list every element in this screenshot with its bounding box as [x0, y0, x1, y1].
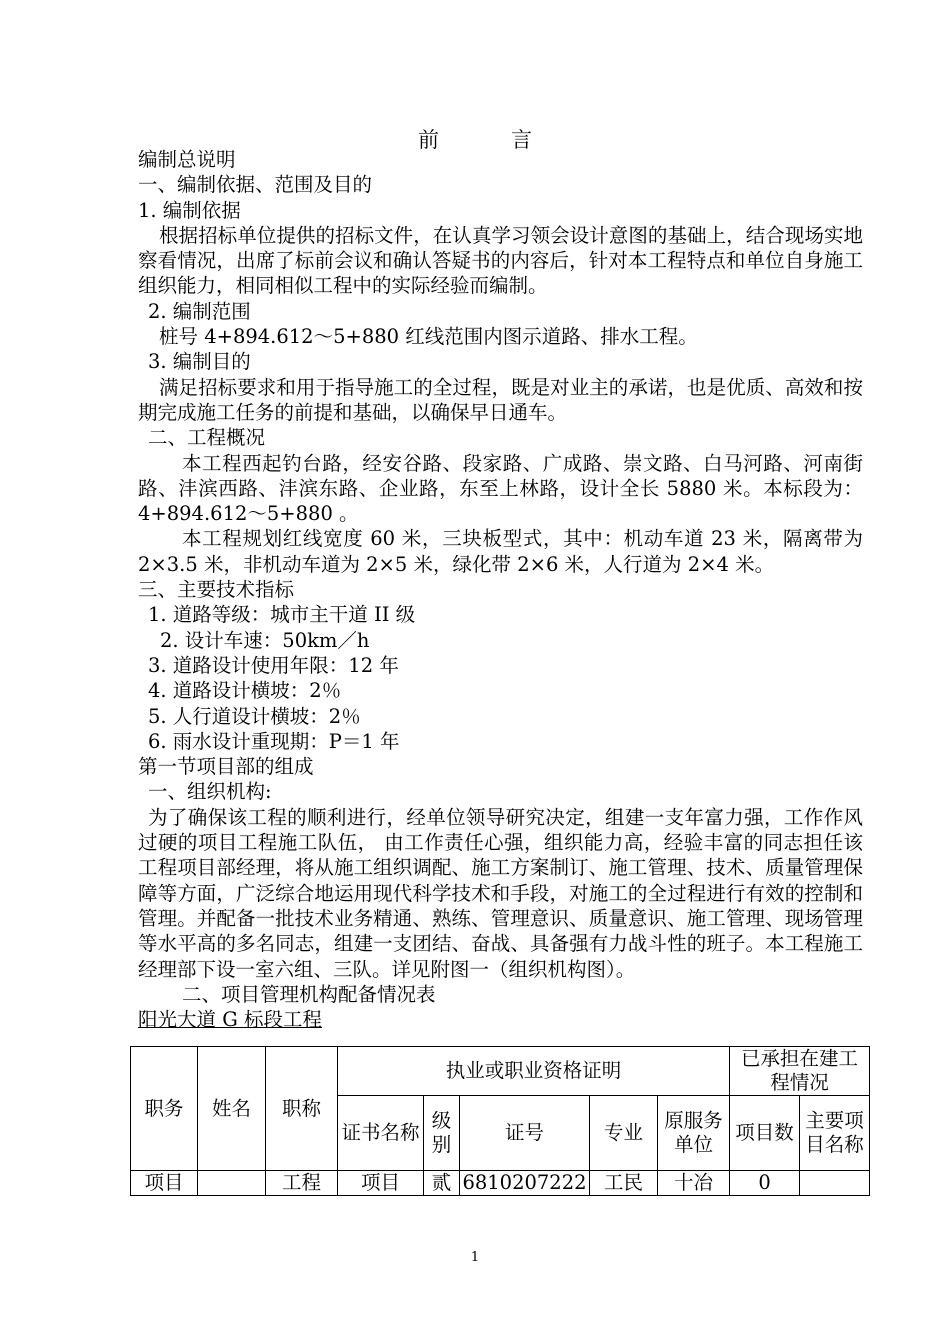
- table-row: [131, 1171, 870, 1196]
- header-orig-unit: 原服务单位: [658, 1096, 730, 1171]
- cell-name: [198, 1171, 266, 1196]
- header-name: 姓名: [198, 1047, 266, 1171]
- header-cert-group: 执业或职业资格证明: [338, 1047, 730, 1096]
- paragraph-organization: 为了确保该工程的顺利进行，经单位领导研究决定，组建一支年富力强，工作作风过硬的项目工程施工队伍， 由工作责任心强，组织能力高，经验丰富的同志担任该工程项目部经理，将从施工组织调配、施工方案制订、施工管理、技术、质量管理保障等方面，广泛综合地运用现代科学技术和手段，对施工的全过程进行有效的控制和管理。并配备一批技术业务精通、熟练、管理意识、质量意识、施工管理、现场管理等水平高的多名同志，组建一支团结、奋战、具备强有力战斗性的班子。本工程施工经理部下设一室六组、三队。详见附图一（组织机构图）。: [138, 805, 863, 981]
- header-title: 职称: [266, 1047, 338, 1171]
- heading-organization: 一、组织机构:: [148, 780, 272, 804]
- header-position: 职务: [131, 1047, 198, 1171]
- indicator-design-life: 3. 道路设计使用年限：12 年: [148, 653, 399, 677]
- cell-proj-names: [800, 1171, 870, 1196]
- heading-section-one: 第一节项目部的组成: [138, 755, 314, 779]
- cell-orig-unit: 十冶: [658, 1171, 730, 1196]
- paragraph-purpose: 满足招标要求和用于指导施工的全过程，既是对业主的承诺，也是优质、高效和按期完成施工任务的前提和基础，以确保早日通车。: [138, 375, 863, 424]
- cell-title: 工程: [266, 1171, 338, 1196]
- document-body: [138, 147, 863, 1032]
- cell-proj-count: 0: [730, 1171, 800, 1196]
- paragraph-basis: 根据招标单位提供的招标文件，在认真学习领会设计意图的基础上，结合现场实地察看情况，出席了标前会议和确认答疑书的内容后，针对本工程特点和单位自身施工组织能力，相同相似工程中的实际经验而编制。: [138, 223, 863, 298]
- header-cert-name: 证书名称: [338, 1096, 424, 1171]
- paragraph-overview-width: 本工程规划红线宽度 60 米，三块板型式，其中：机动车道 23 米，隔离带为 2×3.5 米，非机动车道为 2×5 米，绿化带 2×6 米，人行道为 2×4 米。: [138, 527, 863, 576]
- subheading-scope: 2. 编制范围: [148, 299, 251, 323]
- heading-basis-scope-purpose: 一、编制依据、范围及目的: [138, 173, 373, 197]
- paragraph-overview-route: 本工程西起钓台路，经安谷路、段家路、广成路、崇文路、白马河路、河南街路、沣滨西路、沣滨东路、企业路，东至上林路，设计全长 5880 米。本标段为： 4+894.612～5+880 。: [138, 451, 863, 526]
- heading-overview: 二、工程概况: [148, 426, 266, 450]
- heading-staffing-table: 二、项目管理机构配备情况表: [182, 982, 436, 1006]
- cell-major: 工民: [590, 1171, 658, 1196]
- title-char-left: 前: [418, 128, 439, 152]
- header-proj-names: 主要项目名称: [800, 1096, 870, 1171]
- table-caption: 阳光大道 G 标段工程: [138, 1008, 322, 1032]
- header-major: 专业: [590, 1096, 658, 1171]
- cell-cert-no: 6810207222: [460, 1171, 590, 1196]
- title-char-right: 言: [511, 128, 532, 152]
- cell-cert-name: 项目: [338, 1171, 424, 1196]
- heading-general: 编制总说明: [138, 148, 236, 171]
- cell-position: 项目: [131, 1171, 198, 1196]
- heading-technical-indicators: 三、主要技术指标: [138, 578, 295, 602]
- indicator-design-speed: 2. 设计车速：50km／h: [160, 628, 370, 652]
- staffing-table: [130, 1046, 870, 1196]
- subheading-basis: 1. 编制依据: [138, 198, 241, 222]
- indicator-road-grade: 1. 道路等级：城市主干道 II 级: [148, 603, 416, 627]
- paragraph-scope: 桩号 4+894.612～5+880 红线范围内图示道路、排水工程。: [159, 325, 698, 349]
- header-cert-no: 证号: [460, 1096, 590, 1171]
- header-projects-group: 已承担在建工程情况: [730, 1047, 870, 1096]
- subheading-purpose: 3. 编制目的: [148, 350, 251, 374]
- indicator-sidewalk-slope: 5. 人行道设计横坡：2％: [148, 704, 361, 728]
- header-proj-count: 项目数: [730, 1096, 800, 1171]
- page-number: 1: [470, 1250, 480, 1265]
- indicator-cross-slope: 4. 道路设计横坡：2％: [148, 679, 342, 703]
- cell-level: 贰: [424, 1171, 460, 1196]
- header-level: 级别: [424, 1096, 460, 1171]
- indicator-rain-return-period: 6. 雨水设计重现期：P＝1 年: [148, 729, 400, 753]
